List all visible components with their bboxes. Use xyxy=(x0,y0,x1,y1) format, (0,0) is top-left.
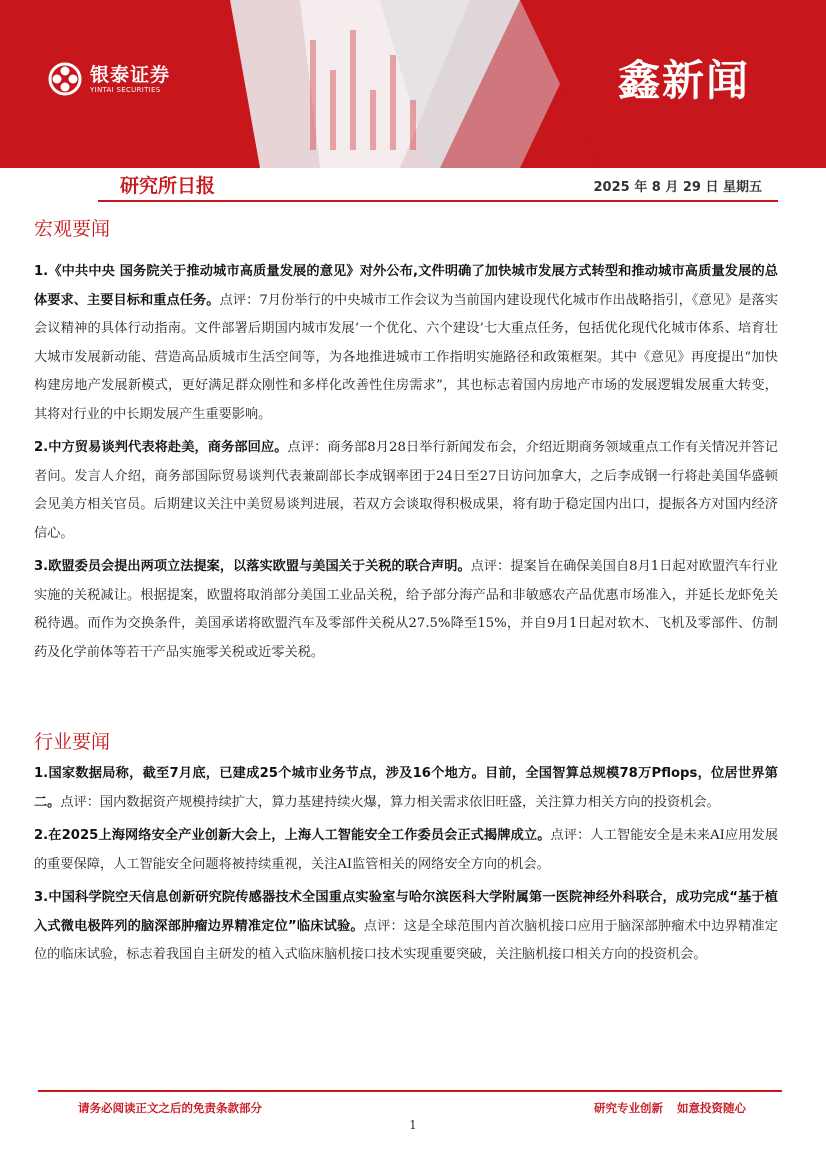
list-item xyxy=(34,258,778,429)
news-headline: 2.中方贸易谈判代表将赴美，商务部回应。 xyxy=(34,440,288,455)
logo-chinese-name: 银泰证券 xyxy=(90,63,171,86)
news-comment: 点评：国内数据资产规模持续扩大，算力基建持续火爆，算力相关需求依旧旺盛，关注算力相关方向的投资机会。 xyxy=(60,794,720,810)
news-comment: 点评：提案旨在确保美国自8月1日起对欧盟汽车行业实施的关税减让。根据提案，欧盟将取消部分美国工业品关税，给予部分海产品和非敏感农产品优惠市场准入，并延长龙虾免关税待遇。而作为交换条件，美国承诺将欧盟汽车及零部件关税从27.5%降至15%，并自9月1日起对软木、飞机及零部件、仿制药及化学前体等若干产品实施零关税或近零关税。 xyxy=(34,559,778,660)
list-item xyxy=(34,884,778,970)
news-comment: 点评：商务部8月28日举行新闻发布会，介绍近期商务领域重点工作有关情况并答记者问。发言人介绍，商务部国际贸易谈判代表兼副部长李成钢率团于24日至27日访问加拿大，之后李成钢一行将赴美国华盛顿会见美方相关官员。后期建议关注中美贸易谈判进展，若双方会谈取得积极成果，将有助于稳定国内出口，提振各方对国内经济信心。 xyxy=(34,440,778,541)
news-comment: 点评：人工智能安全是未来AI应用发展的重要保障，人工智能安全问题将被持续重视，关注AI监管相关的网络安全方向的机会。 xyxy=(34,828,779,872)
news-comment: 点评：7月份举行的中央城市工作会议为当前国内建设现代化城市作出战略指引，《意见》是落实会议精神的具体行动指南。文件部署后期国内城市发展‘一个优化、六个建设’七大重点任务，包括优化现代化城市体系、培育壮大城市发展新动能、营造高品质城市生活空间等，为各地推进城市工作指明实施路径和政策框架。其中《意见》再度提出“加快构建房地产发展新模式，更好满足群众刚性和多样化改善性住房需求”，其也标志着国内房地产市场的发展逻辑发展重大转变，其将对行业的中长期发展产生重要影响。 xyxy=(34,292,779,422)
list-item xyxy=(34,822,778,879)
page-number: 1 xyxy=(409,1118,417,1132)
section-title-macro: 宏观要闻 xyxy=(34,218,111,240)
footer-divider xyxy=(38,1090,782,1092)
news-headline: 3.欧盟委员会提出两项立法提案，以落实欧盟与美国关于关税的联合声明。 xyxy=(34,559,471,574)
footer-disclaimer: 请务必阅读正文之后的免责条款部分 xyxy=(78,1101,262,1115)
news-headline: 1.国家数据局称，截至7月底，已建成25个城市业务节点，涉及16个地方。目前，全国智算总规模78万Pflops，位居世界第二。 xyxy=(34,766,778,810)
news-headline: 1.《中共中央 国务院关于推动城市高质量发展的意见》对外公布,文件明确了加快城市发展方式转型和推动城市高质量发展的总体要求、主要目标和重点任务。 xyxy=(34,264,778,308)
list-item xyxy=(34,434,778,548)
industry-news-list xyxy=(34,760,778,975)
news-headline: 3.中国科学院空天信息创新研究院传感器技术全国重点实验室与哈尔滨医科大学附属第一医院神经外科联合，成功完成“基于植入式微电极阵列的脑深部肿瘤边界精准定位”临床试验。 xyxy=(34,890,778,934)
news-comment: 点评：这是全球范围内首次脑机接口应用于脑深部肿瘤术中边界精准定位的临床试验，标志着我国自主研发的植入式临床脑机接口技术实现重要突破，关注脑机接口相关方向的投资机会。 xyxy=(34,918,778,962)
header-banner xyxy=(0,0,826,168)
macro-news-list xyxy=(34,258,778,672)
publication-title: 鑫新闻 xyxy=(617,56,750,105)
company-logo xyxy=(48,62,170,96)
list-item xyxy=(34,553,778,667)
section-title-industry: 行业要闻 xyxy=(34,731,111,753)
report-type: 研究所日报 xyxy=(120,175,216,197)
header-divider xyxy=(98,200,778,202)
list-item xyxy=(34,760,778,817)
footer-slogan: 研究专业创新 如意投资随心 xyxy=(593,1101,746,1115)
logo-english-name: YINTAI SECURITIES xyxy=(90,85,161,94)
logo-icon xyxy=(48,62,82,96)
news-headline: 2.在2025上海网络安全产业创新大会上，上海人工智能安全工作委员会正式揭牌成立。 xyxy=(34,828,551,843)
report-date: 2025 年 8 月 29 日 星期五 xyxy=(593,180,762,195)
